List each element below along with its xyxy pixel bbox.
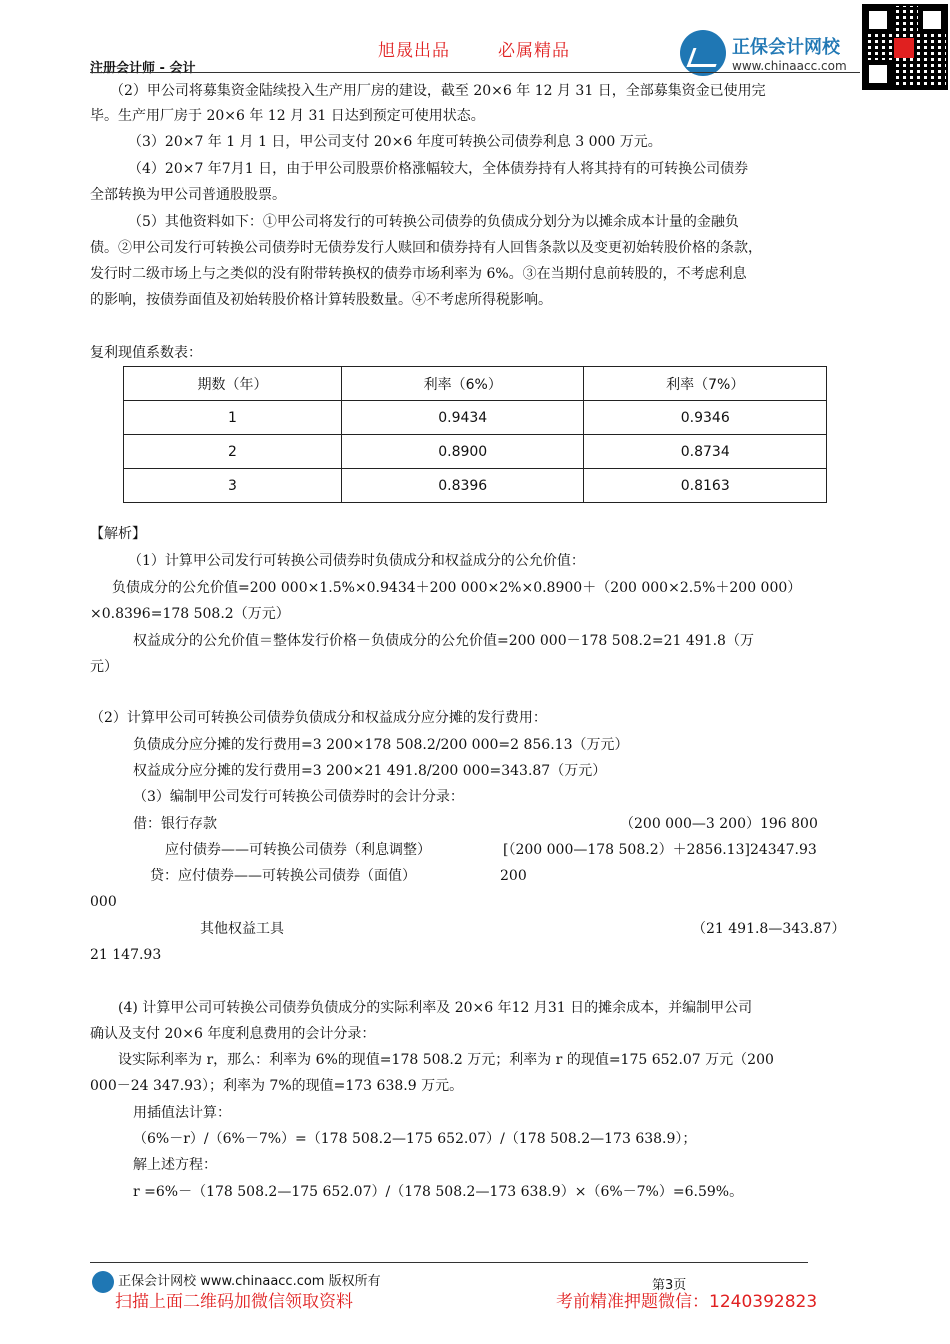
- journal-amount: （200 000—3 200）196 800: [620, 816, 818, 832]
- analysis-line: 设实际利率为 r，那么：利率为 6%的现值=178 508.2 万元；利率为 r 的现值=175 652.07 万元（200: [118, 1052, 774, 1068]
- analysis-heading: 【解析】: [90, 526, 146, 542]
- table-cell: 0.9434: [341, 401, 584, 435]
- analysis-line: 用插值法计算：: [133, 1105, 231, 1121]
- journal-amount: （21 491.8—343.87）: [692, 921, 846, 937]
- analysis-line: 解上述方程：: [133, 1157, 217, 1173]
- journal-credit: 贷：应付债券——可转换公司债券（面值）: [150, 868, 416, 884]
- analysis-line: （6%－r）/（6%－7%）=（178 508.2—175 652.07）/（178 508.2—173 638.9）；: [133, 1131, 697, 1147]
- journal-amount: [（200 000—178 508.2）＋2856.13]24347.93: [503, 842, 817, 858]
- analysis-line: 权益成分应分摊的发行费用=3 200×21 491.8/200 000=343.87（万元）: [133, 763, 607, 779]
- header-divider: [90, 72, 860, 73]
- table-cell: 1: [124, 401, 342, 435]
- zhengbao-logo-icon: [680, 30, 726, 76]
- analysis-line: ×0.8396=178 508.2（万元）: [90, 606, 290, 622]
- analysis-line: (4) 计算甲公司可转换公司债券负债成分的实际利率及 20×6 年12 月31 日的摊余成本，并编制甲公司: [118, 1000, 753, 1016]
- footer-divider: [90, 1262, 808, 1263]
- analysis-line: 000－24 347.93）；利率为 7%的现值=173 638.9 万元。: [90, 1078, 464, 1094]
- qr-code-icon[interactable]: [862, 4, 948, 90]
- body-line: （2）甲公司将募集资金陆续投入生产用厂房的建设，截至 20×6 年 12 月 31 日，全部募集资金已使用完: [110, 83, 766, 99]
- zhengbao-small-logo-icon: [92, 1271, 114, 1293]
- body-line: 发行时二级市场上与之类似的没有附带转换权的债券市场利率为 6%。③在当期付息前转股的，不考虑利息: [90, 266, 747, 282]
- journal-amount: 200: [500, 868, 527, 884]
- table-title: 复利现值系数表：: [90, 345, 202, 361]
- body-line: （5）其他资料如下：①甲公司将发行的可转换公司债券的负债成分划分为以摊余成本计量的金融负: [128, 214, 739, 230]
- body-line: （4）20×7 年7月1 日，由于甲公司股票价格涨幅较大，全体债券持有人将其持有的可转换公司债券: [128, 161, 749, 177]
- analysis-line: （1）计算甲公司发行可转换公司债券时负债成分和权益成分的公允价值：: [128, 553, 585, 569]
- analysis-line: 确认及支付 20×6 年度利息费用的会计分录：: [90, 1026, 376, 1042]
- body-line: （3）20×7 年 1 月 1 日，甲公司支付 20×6 年度可转换公司债券利息 3 000 万元。: [128, 134, 662, 150]
- journal-credit: 其他权益工具: [200, 921, 284, 937]
- logo-url: www.chinaacc.com: [732, 59, 847, 73]
- table-cell: 3: [124, 469, 342, 503]
- table-row: [124, 469, 827, 503]
- analysis-line: 权益成分的公允价值＝整体发行价格－负债成分的公允价值=200 000－178 508.2=21 491.8（万: [133, 633, 754, 649]
- table-row: [124, 401, 827, 435]
- journal-amount: 000: [90, 894, 117, 910]
- analysis-line: 负债成分应分摊的发行费用=3 200×178 508.2/200 000=2 856.13（万元）: [133, 737, 629, 753]
- analysis-line: 元）: [90, 659, 118, 675]
- table-cell: 0.8900: [341, 435, 584, 469]
- table-header-cell: 利率（6%）: [341, 367, 584, 401]
- subject-title: 注册会计师 - 会计: [90, 61, 196, 76]
- table-header-cell: 期数（年）: [124, 367, 342, 401]
- analysis-line: r =6%－（178 508.2—175 652.07）/（178 508.2—173 638.9）×（6%－7%）=6.59%。: [133, 1184, 744, 1200]
- body-line: 的影响，按债券面值及初始转股价格计算转股数量。④不考虑所得税影响。: [90, 292, 552, 308]
- slogan-right: 必属精品: [498, 41, 570, 61]
- table-cell: 0.8396: [341, 469, 584, 503]
- journal-amount: 21 147.93: [90, 947, 162, 963]
- table-cell: 0.9346: [584, 401, 827, 435]
- present-value-table: [123, 366, 827, 503]
- slogan-left: 旭晟出品: [378, 41, 450, 61]
- qr-center-badge: [894, 38, 914, 58]
- promo-left: 扫描上面二维码加微信领取资料: [115, 1292, 353, 1312]
- journal-debit: 借：银行存款: [133, 816, 217, 832]
- body-line: 全部转换为甲公司普通股股票。: [90, 187, 286, 203]
- analysis-line: （3）编制甲公司发行可转换公司债券时的会计分录：: [133, 789, 464, 805]
- brand-logo[interactable]: [680, 30, 847, 76]
- table-header-row: [124, 367, 827, 401]
- footer-site-text: 正保会计网校 www.chinaacc.com 版权所有: [118, 1274, 381, 1289]
- table-header-cell: 利率（7%）: [584, 367, 827, 401]
- table-row: [124, 435, 827, 469]
- table-cell: 0.8734: [584, 435, 827, 469]
- page-number: 第3页: [652, 1278, 687, 1293]
- analysis-line: （2）计算甲公司可转换公司债券负债成分和权益成分应分摊的发行费用：: [90, 710, 547, 726]
- table-cell: 2: [124, 435, 342, 469]
- promo-right: 考前精准押题微信：1240392823: [556, 1292, 818, 1312]
- table-cell: 0.8163: [584, 469, 827, 503]
- body-line: 毕。生产用厂房于 20×6 年 12 月 31 日达到预定可使用状态。: [90, 108, 485, 124]
- body-line: 债。②甲公司发行可转换公司债券时无债券发行人赎回和债券持有人回售条款以及变更初始转股价格的条款，: [90, 240, 762, 256]
- journal-debit: 应付债券——可转换公司债券（利息调整）: [165, 842, 431, 858]
- analysis-line: 负债成分的公允价值=200 000×1.5%×0.9434＋200 000×2%×0.8900＋（200 000×2.5%＋200 000）: [112, 580, 802, 596]
- logo-name: 正保会计网校: [732, 37, 840, 58]
